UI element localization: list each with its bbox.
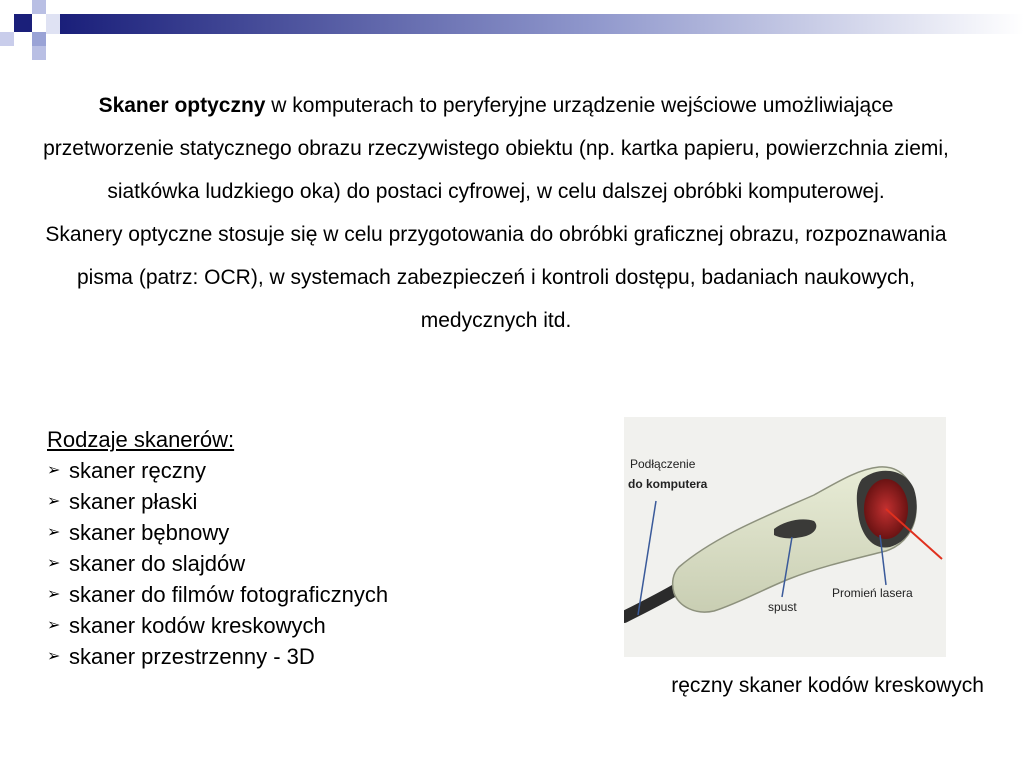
label-connection-line2: do komputera [628,477,708,491]
deco-square-mid [32,0,46,14]
list-item: ➢ skaner do filmów fotograficznych [47,579,388,610]
deco-square-dark [14,14,32,32]
label-laser: Promień lasera [832,586,913,600]
header-gradient-band [60,14,1024,34]
deco-square-mid2 [32,32,46,46]
intro-text [40,84,952,342]
list-item: ➢ skaner bębnowy [47,517,388,548]
list-item: ➢ skaner do slajdów [47,548,388,579]
barcode-scanner-image [624,417,946,657]
arrow-bullet-icon: ➢ [47,493,61,510]
deco-square-bottom [32,46,46,60]
types-list [47,455,388,672]
definition-paragraph [40,84,952,213]
types-heading: Rodzaje skanerów: [47,427,235,452]
label-connection-line1: Podłączenie [630,457,696,471]
list-item: ➢ skaner ręczny [47,455,388,486]
scanner-types [47,424,388,672]
arrow-bullet-icon: ➢ [47,462,61,479]
arrow-bullet-icon: ➢ [47,524,61,541]
uses-paragraph: Skanery optyczne stosuje się w celu przygotowania do obróbki graficznej obrazu, rozpoznawania pisma (patrz: OCR), w systemach zabezpieczeń i kontroli dostępu, badaniach naukowych, medycznych itd. [45,223,947,332]
header-decoration [0,0,1024,62]
arrow-bullet-icon: ➢ [47,586,61,603]
list-item: ➢ skaner kodów kreskowych [47,610,388,641]
arrow-bullet-icon: ➢ [47,555,61,572]
definition-text: w komputerach to peryferyjne urządzenie wejściowe umożliwiające przetworzenie statycznego obrazu rzeczywistego obiektu (np. kartka papieru, powierzchnia ziemi, siatkówka ludzkiego oka) do postaci cyfrowej, w celu dalszej obróbki komputerowej. [43,94,949,203]
arrow-bullet-icon: ➢ [47,648,61,665]
term: Skaner optyczny [98,94,266,117]
list-item: ➢ skaner przestrzenny - 3D [47,641,388,672]
deco-square-light [0,32,14,46]
image-caption: ręczny skaner kodów kreskowych [671,674,984,697]
deco-square-white [46,14,60,34]
arrow-bullet-icon: ➢ [47,617,61,634]
label-trigger: spust [768,600,797,614]
list-item: ➢ skaner płaski [47,486,388,517]
